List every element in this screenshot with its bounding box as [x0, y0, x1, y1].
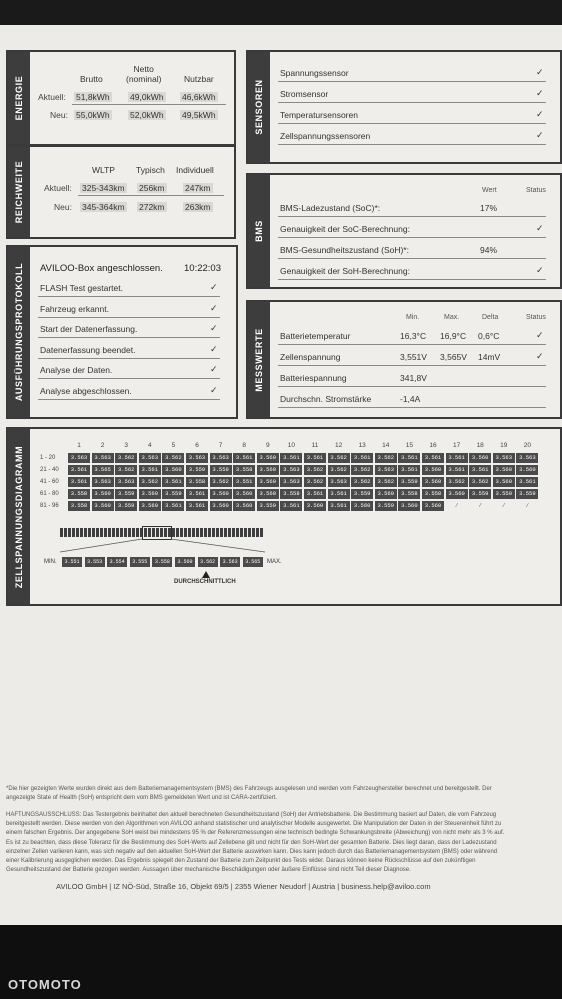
- cell-voltage: 3.562: [304, 465, 326, 475]
- cell-voltage: 3.560: [210, 489, 232, 499]
- cell-voltage: 3.563: [92, 453, 114, 463]
- cell-voltage: 3.560: [422, 501, 444, 511]
- cell-voltage: 3.560: [304, 501, 326, 511]
- bms-row-wert: 94%: [480, 245, 498, 255]
- cell-voltage: 3.562: [351, 477, 373, 487]
- check-icon: ✓: [536, 109, 544, 119]
- protokoll-item: FLASH Test gestartet.: [40, 283, 123, 293]
- protokoll-item: Fahrzeug erkannt.: [40, 303, 109, 314]
- cell-voltage: 3.560: [493, 477, 515, 487]
- bms-row-label: Genauigkeit der SoC-Berechnung:: [280, 224, 410, 234]
- energie-header-netto: Netto (nominal): [126, 64, 162, 84]
- scale-cell: 3.553: [85, 557, 105, 567]
- energie-brutto-neu: 55,0kWh: [76, 110, 110, 120]
- protokoll-item: Analyse der Daten.: [40, 365, 113, 375]
- cell-voltage: 3.562: [115, 453, 137, 463]
- cell-col-header: 4: [147, 442, 152, 449]
- cell-voltage: 3.560: [422, 465, 444, 475]
- bms-row-label: BMS-Ladezustand (SoC)*:: [280, 203, 381, 213]
- cell-voltage: 3.565: [92, 465, 114, 475]
- cell-col-header: 12: [334, 442, 343, 449]
- cell-voltage: /: [525, 502, 530, 509]
- scale-cell: 3.562: [198, 557, 218, 567]
- cell-voltage: 3.563: [115, 477, 137, 487]
- cell-voltage: 3.563: [92, 477, 114, 487]
- cell-voltage: 3.560: [257, 477, 279, 487]
- cell-row-label: 61 - 80: [40, 491, 59, 497]
- cell-voltage: 3.559: [493, 489, 515, 499]
- cell-voltage: 3.561: [186, 501, 208, 511]
- cell-voltage: 3.561: [233, 453, 255, 463]
- energie-row-label: Aktuell:: [38, 92, 66, 102]
- zell-title: ZELLSPANNUNGSDIAGRAMM: [14, 445, 24, 588]
- cell-col-header: 19: [500, 442, 508, 449]
- cell-voltage: 3.562: [375, 477, 397, 487]
- cell-voltage: 3.561: [469, 465, 491, 475]
- cell-row-label: 1 - 20: [40, 455, 56, 461]
- energie-netto-neu: 52,0kWh: [130, 110, 164, 120]
- bms-col-status: Status: [526, 187, 546, 194]
- cell-voltage: 3.559: [162, 489, 184, 499]
- reichweite-individuell-neu: 263km: [185, 202, 211, 212]
- check-icon: ✓: [536, 88, 544, 98]
- messwert-min: 3,551V: [400, 352, 427, 362]
- check-icon: ✓: [210, 343, 218, 354]
- cell-voltage: 3.561: [280, 453, 302, 463]
- cell-voltage: 3.562: [115, 465, 137, 475]
- sensor-item: Stromsensor: [280, 89, 329, 99]
- cell-voltage: 3.560: [493, 465, 515, 475]
- footnote-2: angezeigte State of Health (SoH) entspricht dem vom BMS gemeldeten Wert und ist CARA-zertifiziert.: [6, 795, 278, 801]
- bms-col-wert: Wert: [482, 187, 497, 194]
- energie-nutzbar-aktuell: 46,6kWh: [182, 92, 216, 102]
- cell-voltage: 3.563: [186, 453, 208, 463]
- messwert-min: 16,3°C: [400, 331, 427, 341]
- protokoll-item: Start der Datenerfassung.: [40, 324, 138, 334]
- scale-cell: 3.558: [152, 557, 172, 567]
- cell-voltage: 3.560: [233, 489, 255, 499]
- protokoll-heading: AVILOO-Box angeschlossen.: [40, 263, 163, 274]
- cell-voltage: 3.561: [68, 477, 90, 487]
- cell-voltage: 3.561: [446, 465, 468, 475]
- disclaimer-line: bereitgestellt werden. Diese werden von den Algorithmen von AVILOO anhand statistischer und analytischer Modelle ausgewertet. Die Manipulation der Daten in der Steuereinheit führt zu: [6, 821, 502, 828]
- cell-voltage: 3.562: [375, 453, 397, 463]
- cell-voltage: 3.558: [280, 489, 302, 499]
- cell-voltage: 3.560: [257, 465, 279, 475]
- sensor-item: Zellspannungssensoren: [280, 131, 371, 141]
- cell-voltage: 3.563: [68, 453, 90, 463]
- messwert-label: Batterietemperatur: [280, 331, 351, 341]
- check-icon: ✓: [210, 282, 218, 292]
- messwerte-header-max: Max.: [444, 314, 460, 321]
- reichweite-header-typisch: Typisch: [136, 165, 165, 175]
- cell-voltage: 3.561: [446, 453, 468, 463]
- cell-voltage: 3.561: [328, 489, 350, 499]
- cell-voltage: 3.563: [210, 453, 232, 463]
- scale-cell: 3.565: [243, 557, 263, 567]
- cell-voltage: 3.559: [375, 501, 397, 511]
- disclaimer-line: Gesundheitszustand der Batterie gezogen werden. Aussagen über mechanische Beschädigungen oder äußere Einflüsse sind nicht Teil dieser Diagnose.: [6, 867, 411, 874]
- cell-voltage: 3.558: [398, 489, 420, 499]
- cell-voltage: 3.560: [139, 501, 161, 511]
- photo-background: [0, 925, 562, 999]
- cell-voltage: 3.563: [375, 465, 397, 475]
- scale-max-label: MAX.: [267, 559, 282, 565]
- cell-voltage: 3.558: [68, 489, 90, 499]
- cell-voltage: 3.559: [516, 489, 538, 499]
- cell-voltage: 3.560: [210, 501, 232, 511]
- cell-voltage: 3.561: [68, 465, 90, 475]
- cell-col-header: 8: [242, 442, 246, 449]
- cell-voltage: 3.561: [351, 453, 373, 463]
- cell-voltage: 3.561: [516, 477, 538, 487]
- cell-voltage: /: [478, 502, 482, 509]
- cell-voltage: /: [502, 502, 506, 509]
- bms-title: BMS: [254, 220, 264, 242]
- cell-voltage: 3.560: [375, 489, 397, 499]
- reichweite-header-individuell: Individuell: [176, 165, 214, 175]
- messwert-delta: 0,6°C: [478, 331, 500, 341]
- disclaimer-line: einem falschen Ergebnis. Der angegebene SoH weist bei mindestens 95 % der Referenzmessungen eine technisch bedingte Schwankungsbreite (Abweichung) von nicht mehr als 3 % auf.: [6, 830, 505, 837]
- cell-row-label: 41 - 60: [40, 479, 59, 485]
- cell-col-header: 1: [77, 442, 81, 449]
- cell-voltage: 3.560: [92, 489, 114, 499]
- messwert-delta: 14mV: [478, 352, 501, 362]
- sensor-item: Temperatursensoren: [280, 110, 358, 120]
- energie-header-nutzbar: Nutzbar: [184, 74, 214, 84]
- cell-voltage: 3.560: [398, 501, 420, 511]
- messwerte-header-delta: Delta: [482, 314, 499, 321]
- cell-voltage: 3.563: [139, 453, 161, 463]
- check-icon: ✓: [536, 130, 544, 140]
- cell-col-header: 16: [429, 442, 437, 449]
- cell-col-header: 10: [287, 442, 295, 449]
- messwert-max: 16,9°C: [440, 331, 467, 341]
- cell-voltage: 3.563: [280, 477, 302, 487]
- cell-voltage: 3.560: [162, 465, 184, 475]
- cell-voltage: 3.561: [139, 465, 161, 475]
- cell-voltage: 3.559: [115, 489, 137, 499]
- cell-voltage: 3.562: [328, 453, 350, 463]
- cell-voltage: 3.560: [257, 453, 279, 463]
- check-icon: ✓: [536, 265, 544, 275]
- disclaimer-line: einzelner Zellen variieren kann, was sich negativ auf den aktuellen SoH-Wert der Batterie auswirken kann. Dies kann jedoch durch das Batteriemanagementsystem (BMS) oder während: [6, 848, 498, 855]
- disclaimer-line: Es ist zu beachten, dass diese Toleranz für die Bestimmung des SoH-Werts auf Zellebene gilt und nicht für den SoH-Wert der gesamten Batterie. Dies liegt daran, dass der Ladezustand: [6, 839, 497, 846]
- cell-voltage: 3.560: [257, 489, 279, 499]
- cell-voltage: 3.561: [398, 453, 420, 463]
- cell-col-header: 20: [523, 442, 531, 449]
- energie-brutto-aktuell: 51,8kWh: [76, 92, 110, 102]
- protokoll-item: Analyse abgeschlossen.: [40, 385, 132, 396]
- company-footer: AVILOO GmbH | IZ NÖ-Süd, Straße 16, Objekt 69/5 | 2355 Wiener Neudorf | Austria | business.help@aviloo.com: [56, 882, 431, 891]
- energie-header-brutto: Brutto: [80, 74, 103, 84]
- cell-voltage: 3.560: [92, 501, 114, 511]
- messwerte-header-status: Status: [526, 314, 546, 321]
- cell-voltage: 3.561: [328, 501, 350, 511]
- cell-voltage: 3.563: [493, 453, 515, 463]
- energie-row-label: Neu:: [50, 110, 68, 120]
- reichweite-typisch-neu: 272km: [139, 202, 165, 212]
- reichweite-wltp-neu: 345-364km: [82, 202, 125, 212]
- cell-voltage: 3.559: [351, 489, 373, 499]
- cell-row-label: 21 - 40: [40, 467, 59, 473]
- check-icon: ✓: [536, 330, 544, 340]
- cell-voltage: 3.558: [68, 501, 90, 511]
- cell-voltage: /: [454, 502, 459, 509]
- cell-voltage: 3.559: [186, 465, 208, 475]
- protokoll-title: AUSFÜHRUNGSPROTOKOLL: [14, 262, 24, 402]
- protokoll-item: Datenerfassung beendet.: [40, 344, 136, 355]
- check-icon: ✓: [536, 351, 544, 361]
- cell-voltage: 3.563: [280, 465, 302, 475]
- bms-row-label: BMS-Gesundheitszustand (SoH)*:: [280, 245, 409, 255]
- sensoren-title: SENSOREN: [254, 79, 264, 135]
- scale-cell: 3.554: [107, 557, 127, 567]
- cell-voltage: 3.561: [186, 489, 208, 499]
- cell-voltage: 3.563: [328, 477, 350, 487]
- disclaimer-line: einer Kalibrierung ausgeglichen werden. Das Ergebnis spiegelt den Zustand der Batterie zum Zeitpunkt des Tests wider. Daraus können keine Rückschlüsse auf den zukünftigen: [6, 858, 476, 864]
- cell-voltage: 3.560: [422, 477, 444, 487]
- messwert-min: -1,4A: [400, 394, 421, 404]
- energie-nutzbar-neu: 49,5kWh: [182, 110, 216, 120]
- messwert-min: 341,8V: [400, 373, 427, 383]
- cell-voltage: 3.559: [257, 501, 279, 511]
- cell-col-header: 18: [476, 442, 484, 449]
- messwerte-header-min: Min.: [406, 314, 420, 321]
- cell-voltage: 3.558: [186, 477, 208, 487]
- cell-voltage: 3.561: [162, 501, 184, 511]
- cell-voltage: 3.560: [469, 453, 491, 463]
- bms-row-wert: 17%: [480, 203, 498, 213]
- cell-voltage: 3.561: [398, 465, 420, 475]
- cell-voltage: 3.561: [162, 477, 184, 487]
- cell-voltage: 3.560: [446, 489, 468, 499]
- cell-voltage: 3.562: [162, 453, 184, 463]
- cell-voltage: 3.562: [351, 465, 373, 475]
- scale-avg-label: DURCHSCHNITTLICH: [174, 579, 236, 585]
- energie-title: ENERGIE: [14, 75, 24, 121]
- messwert-label: Zellenspannung: [280, 352, 341, 362]
- cell-col-header: 11: [311, 442, 319, 449]
- scale-min-label: MIN.: [44, 559, 57, 565]
- reichweite-individuell-aktuell: 247km: [185, 183, 211, 193]
- scale-cell: 3.551: [62, 557, 82, 567]
- cell-col-header: 7: [218, 442, 223, 449]
- cell-voltage: 3.563: [516, 453, 538, 463]
- cell-col-header: 5: [171, 442, 176, 449]
- messwert-label: Durchschn. Stromstärke: [280, 394, 372, 404]
- reichweite-typisch-aktuell: 256km: [139, 183, 165, 193]
- cell-voltage: 3.561: [280, 501, 302, 511]
- cell-voltage: 3.558: [422, 489, 444, 499]
- cell-voltage: 3.559: [115, 501, 137, 511]
- cell-voltage: 3.558: [233, 465, 255, 475]
- check-icon: ✓: [210, 364, 218, 374]
- cell-voltage: 3.560: [351, 501, 373, 511]
- cell-voltage: 3.560: [516, 465, 538, 475]
- reichweite-title: REICHWEITE: [14, 160, 24, 224]
- avg-marker-icon: [202, 571, 210, 578]
- check-icon: ✓: [210, 384, 218, 395]
- scale-cell: 3.555: [130, 557, 150, 567]
- cell-voltage: 3.562: [328, 465, 350, 475]
- reichweite-header-wltp: WLTP: [92, 165, 115, 175]
- cell-voltage: 3.560: [233, 501, 255, 511]
- disclaimer-line: HAFTUNGSAUSSCHLUSS: Das Testergebnis beinhaltet den aktuell berechneten Gesundheitszustand (SoH) der Antriebsbatterie. Die Bestimmung basiert auf Daten, die vom Fahrzeug: [6, 812, 497, 818]
- cell-voltage: 3.562: [469, 477, 491, 487]
- cell-voltage: 3.562: [139, 477, 161, 487]
- cell-voltage: 3.561: [422, 453, 444, 463]
- cell-voltage: 3.551: [233, 477, 255, 487]
- reichweite-row-label: Neu:: [54, 202, 72, 212]
- cell-row-label: 81 - 96: [40, 503, 59, 509]
- cell-col-header: 2: [100, 442, 105, 449]
- cell-voltage: 3.559: [469, 489, 491, 499]
- cell-col-header: 6: [195, 442, 199, 449]
- cell-col-header: 9: [265, 442, 270, 449]
- messwerte-title: MESSWERTE: [254, 327, 264, 392]
- cell-voltage: 3.562: [304, 477, 326, 487]
- cell-col-header: 13: [358, 442, 366, 449]
- cell-voltage: 3.560: [139, 489, 161, 499]
- footnote: *Die hier gezeigten Werte wurden direkt aus dem Batteriemanagementsystem (BMS) des Fahrzeugs ausgelesen und werden vom Fahrzeughersteller berechnet und bereitgestellt. Der: [6, 786, 492, 792]
- reichweite-wltp-aktuell: 325-343km: [82, 183, 125, 193]
- cell-voltage: 3.559: [210, 465, 232, 475]
- cell-voltage: 3.562: [210, 477, 232, 487]
- otomoto-watermark: OTOMOTO: [8, 977, 82, 992]
- check-icon: ✓: [536, 67, 544, 77]
- protokoll-time: 10:22:03: [184, 263, 221, 274]
- check-icon: ✓: [536, 223, 544, 233]
- energie-netto-aktuell: 49,0kWh: [130, 92, 164, 102]
- cell-voltage: 3.562: [446, 477, 468, 487]
- cell-col-header: 3: [124, 442, 128, 449]
- cell-voltage: 3.561: [304, 489, 326, 499]
- sensor-item: Spannungssensor: [280, 68, 349, 78]
- cell-voltage: 3.559: [398, 477, 420, 487]
- messwert-label: Batteriespannung: [280, 373, 347, 383]
- scale-cell: 3.563: [220, 557, 240, 567]
- cell-col-header: 14: [382, 442, 390, 449]
- check-icon: ✓: [210, 323, 218, 333]
- bms-row-label: Genauigkeit der SoH-Berechnung:: [280, 266, 410, 276]
- check-icon: ✓: [210, 302, 218, 313]
- messwert-max: 3,565V: [440, 352, 467, 362]
- reichweite-row-label: Aktuell:: [44, 183, 72, 193]
- cell-col-header: 17: [452, 442, 461, 449]
- scale-cell: 3.560: [175, 557, 195, 567]
- cell-col-header: 15: [405, 442, 413, 449]
- cell-voltage: 3.561: [304, 453, 326, 463]
